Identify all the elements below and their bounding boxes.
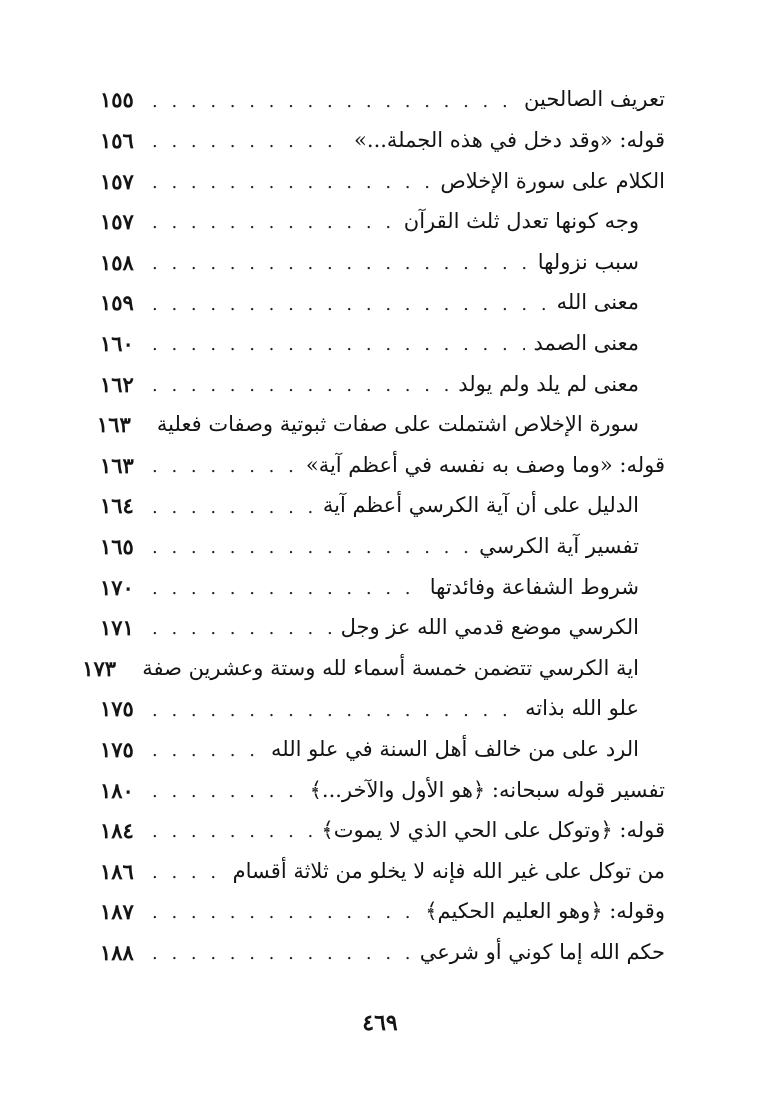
toc-entry-page: ١٧٥ [100, 736, 134, 762]
toc-entry-page: ١٥٨ [100, 249, 134, 275]
toc-entry[interactable] [100, 884, 665, 925]
toc-entry[interactable] [100, 437, 665, 478]
toc-entry-title: اية الكرسي تتضمن خمسة أسماء لله وستة وعشرين صفة [142, 655, 639, 680]
dot-leader [152, 253, 530, 275]
toc-entry[interactable] [100, 72, 665, 113]
toc-entry-page: ١٦٣ [100, 452, 134, 478]
toc-entry-title: معنى الله [556, 290, 639, 315]
dot-leader [152, 740, 263, 762]
dot-leader [152, 212, 396, 234]
toc-entry[interactable] [100, 478, 665, 519]
toc-entry-title: حكم الله إما كوني أو شرعي [419, 939, 665, 964]
dot-leader [152, 578, 422, 600]
dot-leader [152, 294, 549, 316]
toc-entry-title: معنى لم يلد ولم يولد [458, 371, 639, 396]
toc-entry-title: قوله: «وقد دخل في هذه الجملة...» [354, 128, 665, 152]
dot-leader [152, 781, 302, 803]
toc-entry-title: علو الله بذاته [525, 696, 639, 721]
toc-entry[interactable] [100, 722, 665, 763]
dot-leader [152, 497, 315, 519]
toc-entry-page: ١٧١ [100, 615, 134, 641]
dot-leader [152, 375, 450, 397]
dot-leader [152, 91, 516, 113]
toc-entry-page: ١٥٧ [100, 168, 134, 194]
dot-leader [152, 943, 412, 965]
toc-entry-page: ١٦٣ [96, 412, 131, 438]
toc-entry-page: ١٥٩ [100, 290, 134, 316]
toc-entry-title: وقوله: ﴿وهو العليم الحكيم﴾ [425, 899, 665, 924]
toc-entry-page: ١٧٥ [100, 696, 134, 722]
toc-entry-title: الرد على من خالف أهل السنة في علو الله [270, 736, 639, 761]
toc-entry[interactable] [100, 924, 665, 965]
table-of-contents [82, 72, 665, 965]
dot-leader [152, 821, 313, 843]
toc-entry-title: الكلام على سورة الإخلاص [440, 168, 665, 193]
toc-entry-title: الكرسي موضع قدمي الله عز وجل [340, 615, 639, 640]
toc-entry-title: تعريف الصالحين [524, 87, 665, 112]
toc-entry-title: الدليل على أن آية الكرسي أعظم آية [322, 493, 639, 518]
toc-entry[interactable] [100, 559, 665, 600]
dot-leader [152, 456, 298, 478]
toc-entry[interactable] [100, 316, 665, 357]
toc-entry-title: سورة الإخلاص اشتملت على صفات ثبوتية وصفات فعلية [156, 412, 639, 437]
toc-entry-page: ١٥٦ [100, 128, 134, 153]
toc-entry-page: ١٦٤ [100, 493, 134, 519]
toc-entry-title: قوله: ﴿وتوكل على الحي الذي لا يموت﴾ [321, 818, 665, 843]
toc-entry-title: تفسير آية الكرسي [479, 533, 639, 558]
toc-entry-page: ١٨٨ [100, 939, 134, 965]
dot-leader [152, 862, 225, 884]
toc-entry-page: ١٨٧ [100, 899, 134, 925]
toc-entry[interactable] [100, 194, 665, 235]
toc-entry[interactable] [100, 356, 665, 397]
toc-entry[interactable] [100, 681, 665, 722]
toc-entry-page: ١٧٠ [100, 574, 134, 600]
toc-entry[interactable] [100, 234, 665, 275]
toc-entry-page: ١٦٠ [100, 330, 134, 356]
toc-entry[interactable] [100, 153, 665, 194]
toc-entry[interactable] [100, 600, 665, 641]
toc-entry[interactable] [82, 640, 665, 681]
toc-entry[interactable] [100, 762, 665, 803]
toc-entry-page: ١٦٢ [100, 371, 134, 397]
dot-leader [152, 700, 517, 722]
page-number: ٤٦٩ [362, 1010, 398, 1036]
toc-entry[interactable] [96, 397, 665, 438]
toc-entry-page: ١٧٣ [82, 655, 117, 681]
toc-entry[interactable] [100, 113, 665, 154]
toc-entry-title: سبب نزولها [537, 249, 639, 274]
toc-entry[interactable] [100, 803, 665, 844]
dot-leader [152, 618, 333, 640]
dot-leader [152, 172, 432, 194]
toc-entry-page: ١٨٠ [100, 777, 134, 803]
toc-entry-title: تفسير قوله سبحانه: ﴿هو الأول والآخر...﴾ [309, 777, 665, 802]
toc-entry[interactable] [100, 275, 665, 316]
toc-entry-page: ١٥٥ [100, 87, 134, 113]
toc-entry[interactable] [100, 519, 665, 560]
toc-entry[interactable] [100, 843, 665, 884]
dot-leader [152, 131, 346, 153]
toc-entry-page: ١٦٥ [100, 533, 134, 559]
toc-entry-title: قوله: «وما وصف به نفسه في أعظم آية» [305, 452, 665, 477]
toc-entry-page: ١٨٦ [100, 858, 134, 884]
dot-leader [152, 334, 525, 356]
toc-entry-title: من توكل على غير الله فإنه لا يخلو من ثلاثة أقسام [232, 858, 665, 883]
toc-entry-title: معنى الصمد [533, 330, 639, 355]
toc-entry-title: وجه كونها تعدل ثلث القرآن [403, 209, 639, 234]
dot-leader [152, 537, 471, 559]
toc-entry-title: شروط الشفاعة وفائدتها [429, 574, 639, 599]
toc-entry-page: ١٨٤ [100, 818, 134, 844]
toc-entry-page: ١٥٧ [100, 209, 134, 235]
dot-leader [152, 902, 417, 924]
